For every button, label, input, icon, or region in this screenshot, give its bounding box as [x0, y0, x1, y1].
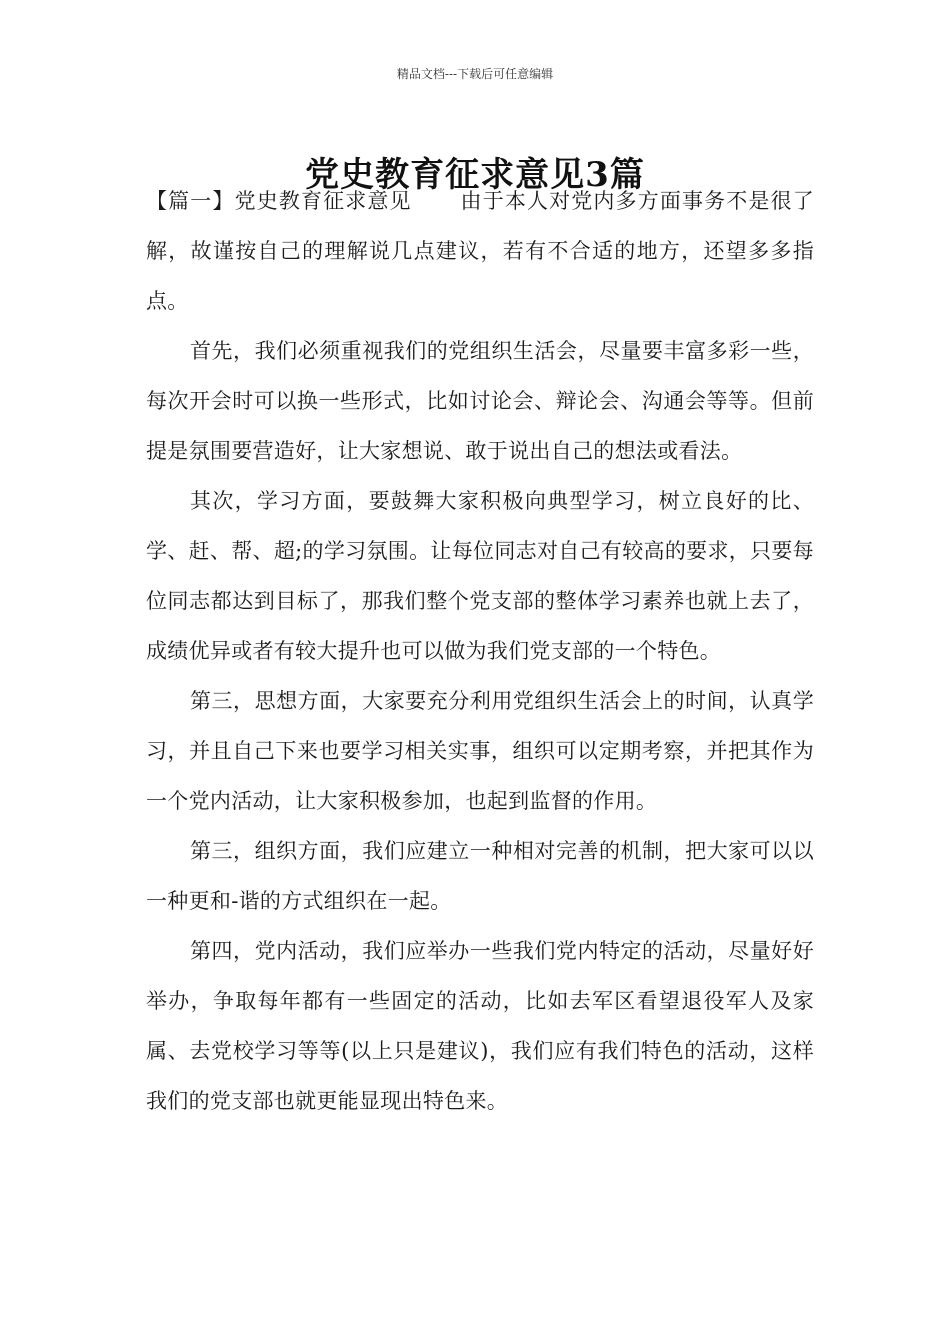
paragraph-5: 第四，党内活动，我们应举办一些我们党内特定的活动，尽量好好举办，争取每年都有一些固定的活动，比如去军区看望退役军人及家属、去党校学习等等(以上只是建议)，我们应有我们特色的活动，这样我们的党支部也就更能显现出特色来。 [146, 939, 814, 1113]
section-label: 【篇一】党史教育征求意见 [146, 189, 412, 213]
paragraph-3: 第三，思想方面，大家要充分利用党组织生活会上的时间，认真学习，并且自己下来也要学习相关实事，组织可以定期考察，并把其作为一个党内活动，让大家积极参加，也起到监督的作用。 [146, 689, 814, 813]
intro-text: 由于本人对党内多方面事务不是很了解，故谨按自己的理解说几点建议，若有不合适的地方，还望多多指点。 [146, 189, 814, 313]
document-body [146, 176, 814, 1126]
paragraph-2: 其次，学习方面，要鼓舞大家积极向典型学习，树立良好的比、学、赶、帮、超;的学习氛围。让每位同志对自己有较高的要求，只要每位同志都达到目标了，那我们整个党支部的整体学习素养也就上去了，成绩优异或者有较大提升也可以做为我们党支部的一个特色。 [146, 489, 814, 663]
page-header-note: 精品文档---下载后可任意编辑 [396, 67, 554, 81]
paragraph-4: 第三，组织方面，我们应建立一种相对完善的机制，把大家可以以一种更和-谐的方式组织在一起。 [146, 839, 814, 913]
intro-paragraph [146, 176, 814, 326]
paragraph-1: 首先，我们必须重视我们的党组织生活会，尽量要丰富多彩一些，每次开会时可以换一些形式，比如讨论会、辩论会、沟通会等等。但前提是氛围要营造好，让大家想说、敢于说出自己的想法或看法。 [146, 339, 814, 463]
document-title: 党史教育征求意见3篇 [305, 154, 645, 195]
